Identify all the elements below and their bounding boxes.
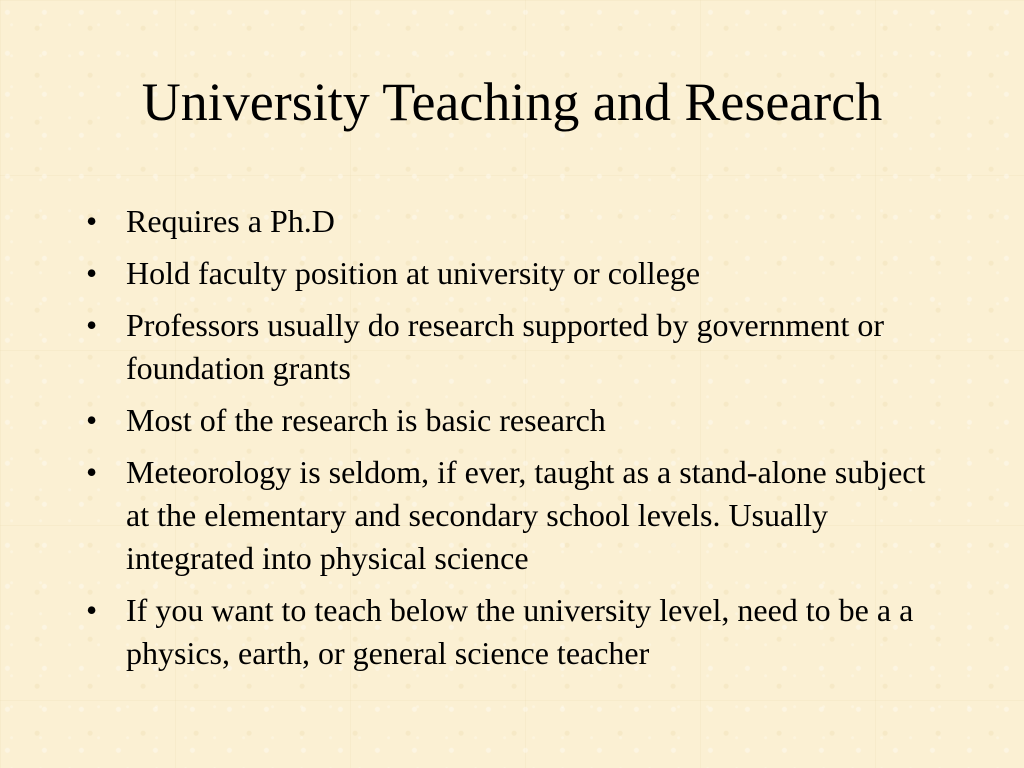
bullet-text: Requires a Ph.D xyxy=(126,203,335,239)
bullet-list xyxy=(86,200,926,684)
bullet-item xyxy=(86,589,926,675)
bullet-text: If you want to teach below the university level, need to be a a physics, earth, or general science teacher xyxy=(126,592,914,671)
bullet-item xyxy=(86,252,926,295)
bullet-icon: • xyxy=(86,454,98,490)
bullet-icon: • xyxy=(86,255,98,291)
bullet-icon: • xyxy=(86,402,98,438)
bullet-text: Meteorology is seldom, if ever, taught as a stand-alone subject at the elementary and secondary school levels. Usually integrated into physical science xyxy=(126,454,926,576)
bullet-icon: • xyxy=(86,592,98,628)
bullet-item xyxy=(86,304,926,390)
bullet-icon: • xyxy=(86,307,98,343)
bullet-item xyxy=(86,399,926,442)
bullet-item xyxy=(86,200,926,243)
bullet-icon: • xyxy=(86,203,98,239)
bullet-text: Most of the research is basic research xyxy=(126,402,606,438)
bullet-text: Professors usually do research supported by government or foundation grants xyxy=(126,307,885,386)
slide-title: University Teaching and Research xyxy=(141,72,883,132)
bullet-text: Hold faculty position at university or college xyxy=(126,255,701,291)
bullet-item xyxy=(86,451,926,580)
